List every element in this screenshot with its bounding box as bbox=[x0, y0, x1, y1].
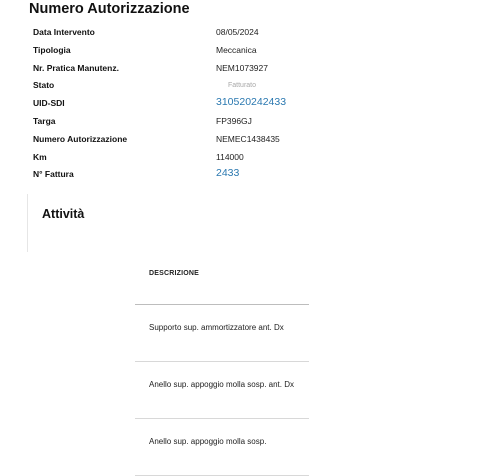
detail-row-targa bbox=[33, 112, 333, 130]
detail-value: NEMEC1438435 bbox=[216, 133, 280, 144]
activity-table bbox=[135, 258, 309, 476]
table-cell-descrizione: Anello sup. appoggio molla sosp. bbox=[149, 437, 267, 446]
detail-label: Numero Autorizzazione bbox=[33, 133, 128, 144]
detail-value: Meccanica bbox=[216, 44, 257, 55]
detail-label: UID-SDI bbox=[33, 98, 65, 109]
detail-label: Tipologia bbox=[33, 44, 71, 55]
detail-row-stato bbox=[33, 76, 333, 94]
activity-title: Attività bbox=[42, 207, 85, 221]
detail-label: N° Fattura bbox=[33, 169, 74, 180]
table-row bbox=[135, 362, 309, 419]
detail-row-tipologia bbox=[33, 41, 333, 59]
uid-sdi-link[interactable]: 310520242433 bbox=[216, 96, 287, 109]
status-badge: Fatturato bbox=[228, 82, 257, 90]
detail-label: Nr. Pratica Manutenz. bbox=[33, 62, 119, 73]
page-title: Numero Autorizzazione bbox=[29, 1, 190, 17]
activity-panel bbox=[27, 194, 494, 252]
invoice-link[interactable]: 2433 bbox=[216, 167, 240, 180]
detail-row-n-fattura bbox=[33, 165, 333, 183]
detail-row-numero-autorizzazione bbox=[33, 130, 333, 148]
table-cell-descrizione: Supporto sup. ammortizzatore ant. Dx bbox=[149, 323, 284, 332]
detail-row-data-intervento bbox=[33, 23, 333, 41]
detail-label: Stato bbox=[33, 80, 55, 91]
detail-value: 114000 bbox=[216, 151, 244, 162]
detail-value: FP396GJ bbox=[216, 115, 252, 126]
column-header-descrizione: DESCRIZIONE bbox=[149, 270, 200, 277]
detail-label: Data Intervento bbox=[33, 27, 95, 37]
table-header bbox=[135, 258, 309, 305]
detail-row-uid-sdi bbox=[33, 94, 333, 112]
detail-row-nr-pratica bbox=[33, 59, 333, 77]
detail-table bbox=[33, 23, 333, 183]
detail-value: NEM1073927 bbox=[216, 62, 268, 73]
detail-value: 08/05/2024 bbox=[216, 27, 259, 37]
detail-label: Targa bbox=[33, 115, 56, 126]
detail-label: Km bbox=[33, 151, 47, 162]
detail-row-km bbox=[33, 148, 333, 166]
table-row bbox=[135, 419, 309, 476]
table-row bbox=[135, 305, 309, 362]
table-cell-descrizione: Anello sup. appoggio molla sosp. ant. Dx bbox=[149, 380, 294, 389]
